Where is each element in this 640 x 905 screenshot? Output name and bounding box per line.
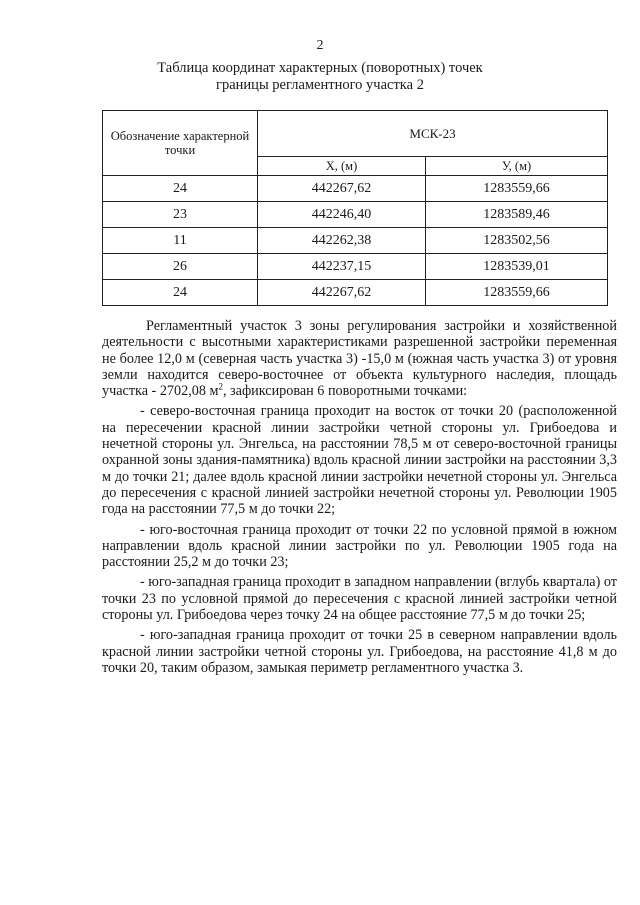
table-row — [103, 176, 608, 202]
column-header-y: У, (м) — [426, 157, 608, 176]
intro-paragraph — [102, 318, 617, 399]
point-cell: 11 — [103, 228, 258, 254]
intro-tail: , зафиксирован 6 поворотными точками: — [222, 383, 468, 400]
intro-text: Регламентный участок 3 зоны регулирования застройки и хозяйственной деятельности с высотными характеристиками разрешенной застройки переменная не более 12,0 м (северная часть участка 3) -15,0 м (южная часть участка 3) от уровня земли находится северо-восточнее от объекта культурного наследия, площадь участка - 2702,08 м — [102, 318, 617, 400]
y-cell: 1283502,56 — [426, 228, 608, 254]
x-cell: 442237,15 — [258, 254, 426, 280]
boundary-northeast-paragraph: - северо-восточная граница проходит на восток от точки 20 (расположенной на пересечении красной линии застройки четной стороны ул. Грибоедова и нечетной стороны ул. Энгельса, на расстоянии 78,5 м от северо-восточной границы охранной зоны здания-памятника) вдоль красной линии застройки на расстоянии 3,3 м до точки 21; далее вдоль красной линии застройки нечетной стороны ул. Энгельса до пересечения с красной линией застройки нечетной стороны ул. Революции 1905 года на расстоянии 77,5 м до точки 22; — [102, 403, 617, 518]
column-header-coordinate-system: МСК-23 — [258, 111, 608, 157]
point-cell: 23 — [103, 202, 258, 228]
table-row — [103, 280, 608, 306]
boundary-southeast-paragraph: - юго-восточная граница проходит от точки 22 по условной прямой в южном направлении вдоль красной линии застройки по ул. Революции 1905 года на расстоянии 25,2 м до точки 23; — [102, 521, 617, 571]
table-row — [103, 254, 608, 280]
column-header-x: X, (м) — [258, 157, 426, 176]
point-cell: 26 — [103, 254, 258, 280]
point-cell: 24 — [103, 280, 258, 306]
boundary-southwest-paragraph: - юго-западная граница проходит в западном направлении (вглубь квартала) от точки 23 по условной прямой до пересечения с красной линией застройки четной стороны ул. Грибоедова через точку 24 на общее расстояние 77,5 м до точки 25; — [102, 574, 617, 624]
table-title — [130, 60, 510, 94]
boundary-west-paragraph: - юго-западная граница проходит от точки 25 в северном направлении вдоль красной линии застройки четной стороны ул. Грибоедова, на расстояние 41,8 м до точки 20, таким образом, замыкая периметр регламентного участка 3. — [102, 627, 617, 676]
table-row — [103, 202, 608, 228]
y-cell: 1283589,46 — [426, 202, 608, 228]
table-row — [103, 228, 608, 254]
x-cell: 442246,40 — [258, 202, 426, 228]
y-cell: 1283559,66 — [426, 176, 608, 202]
y-cell: 1283539,01 — [426, 254, 608, 280]
area-unit-superscript: 2 — [218, 381, 223, 392]
page-number: 2 — [316, 38, 324, 53]
x-cell: 442267,62 — [258, 280, 426, 306]
body-text — [102, 318, 617, 680]
coordinates-table — [102, 110, 608, 306]
x-cell: 442262,38 — [258, 228, 426, 254]
point-cell: 24 — [103, 176, 258, 202]
x-cell: 442267,62 — [258, 176, 426, 202]
table-title-line-1: Таблица координат характерных (поворотных) точек — [157, 60, 483, 76]
column-header-designation: Обозначение характерной точки — [103, 111, 258, 176]
table-title-line-2: границы регламентного участка 2 — [216, 77, 424, 93]
y-cell: 1283559,66 — [426, 280, 608, 306]
